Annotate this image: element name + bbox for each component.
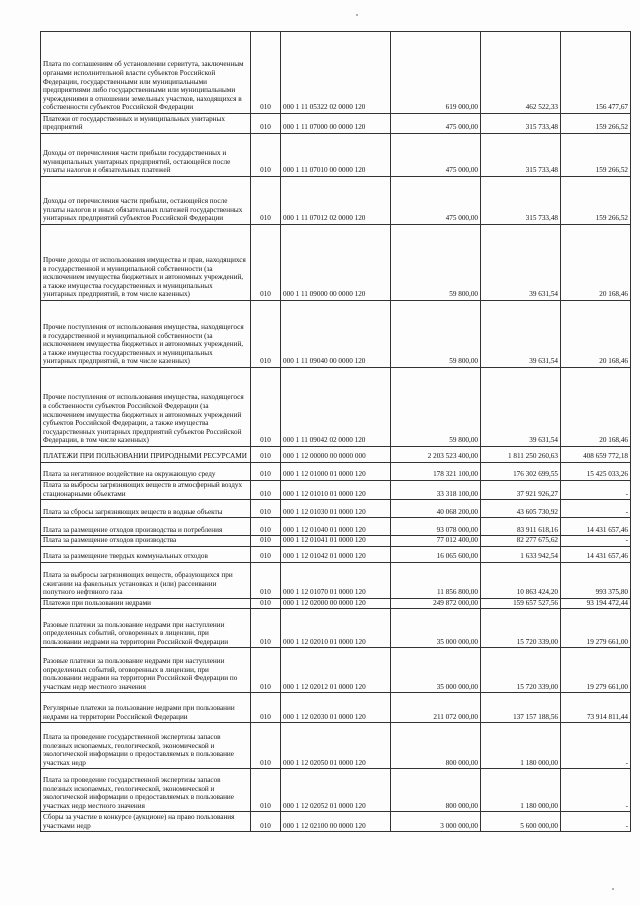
row-kbk: 000 1 12 01000 01 0000 120 [281,463,391,481]
row-code: 010 [251,546,281,562]
row-code: 010 [251,609,281,648]
row-executed: 15 720 339,00 [481,648,561,693]
row-remaining: - [561,481,631,500]
row-executed: 83 911 618,16 [481,518,561,536]
row-name: Прочие поступления от использования имущества, находящегося в государственной и муниципальной собственности (за исключением имущества бюджетных и автономных учреждений, а также имущества государственных и муниципальных унитарных предприятий, в том числе казенных) [41,301,251,368]
row-name: Плата за размещение твердых коммунальных отходов [41,546,251,562]
row-remaining: 159 266,52 [561,134,631,177]
row-name: Прочие поступления от использования имущества, находящегося в собственности субъектов Российской Федерации (за исключением имущества бюджетных и автономных учреждений субъектов Российской Федерации, а также имущества государственных унитарных предприятий субъектов Российской Федерации, в том числе казенных) [41,368,251,447]
row-remaining: - [561,812,631,832]
row-kbk: 000 1 12 01042 01 0000 120 [281,546,391,562]
budget-revenue-table [40,31,631,832]
row-approved: 2 203 523 400,00 [391,447,481,463]
row-code: 010 [251,518,281,536]
row-executed: 82 277 675,62 [481,536,561,547]
row-kbk: 000 1 12 02100 00 0000 120 [281,812,391,832]
row-remaining: 159 266,52 [561,114,631,134]
row-approved: 59 800,00 [391,301,481,368]
row-executed: 462 522,33 [481,32,561,114]
row-kbk: 000 1 12 02050 01 0000 120 [281,723,391,769]
row-kbk: 000 1 12 02012 01 0000 120 [281,648,391,693]
row-kbk: 000 1 12 01010 01 0000 120 [281,481,391,500]
row-approved: 800 000,00 [391,769,481,812]
row-remaining: 20 168,46 [561,301,631,368]
row-name: Плата за сбросы загрязняющих веществ в водные объекты [41,500,251,518]
row-code: 010 [251,812,281,832]
row-approved: 249 872 000,00 [391,598,481,609]
row-code: 010 [251,447,281,463]
row-executed: 39 631,54 [481,301,561,368]
row-kbk: 000 1 12 02052 01 0000 120 [281,769,391,812]
row-remaining: 93 194 472,44 [561,598,631,609]
row-remaining: - [561,723,631,769]
row-approved: 93 078 000,00 [391,518,481,536]
row-code: 010 [251,723,281,769]
row-approved: 475 000,00 [391,177,481,225]
row-name: Доходы от перечисления части прибыли государственных и муниципальных унитарных предприятий, остающейся после уплаты налогов и обязательных платежей [41,134,251,177]
row-kbk: 000 1 12 01070 01 0000 120 [281,562,391,598]
table-row [41,598,631,609]
row-kbk: 000 1 11 09000 00 0000 120 [281,225,391,301]
scan-speck [356,14,358,16]
row-kbk: 000 1 12 01041 01 0000 120 [281,536,391,547]
row-name: ПЛАТЕЖИ ПРИ ПОЛЬЗОВАНИИ ПРИРОДНЫМИ РЕСУРСАМИ [41,447,251,463]
table-row [41,134,631,177]
scan-speck [612,888,614,890]
row-executed: 315 733,48 [481,114,561,134]
row-name: Плата за проведение государственной экспертизы запасов полезных ископаемых, геологической, экономической и экологической информации о предоставляемых в пользование участках недр [41,723,251,769]
row-name: Плата за выбросы загрязняющих веществ, образующихся при сжигании на факельных установках и (или) рассеивании попутного нефтяного газа [41,562,251,598]
row-name: Плата за негативное воздействие на окружающую среду [41,463,251,481]
row-code: 010 [251,598,281,609]
row-executed: 39 631,54 [481,368,561,447]
row-approved: 40 068 200,00 [391,500,481,518]
row-kbk: 000 1 12 01030 01 0000 120 [281,500,391,518]
row-approved: 475 000,00 [391,114,481,134]
table-row [41,463,631,481]
row-name: Плата за размещение отходов производства [41,536,251,547]
row-name: Платежи от государственных и муниципальных унитарных предприятий [41,114,251,134]
row-approved: 11 856 800,00 [391,562,481,598]
row-remaining: 156 477,67 [561,32,631,114]
row-remaining: 20 168,46 [561,225,631,301]
row-remaining: 993 375,80 [561,562,631,598]
row-kbk: 000 1 11 05322 02 0000 120 [281,32,391,114]
row-executed: 1 180 000,00 [481,769,561,812]
table-row [41,769,631,812]
row-remaining: 408 659 772,18 [561,447,631,463]
table-body [41,32,631,832]
row-executed: 315 733,48 [481,134,561,177]
table-row [41,562,631,598]
row-kbk: 000 1 11 09042 02 0000 120 [281,368,391,447]
table-row [41,447,631,463]
row-kbk: 000 1 12 02030 01 0000 120 [281,693,391,723]
table-row [41,812,631,832]
row-executed: 37 921 926,27 [481,481,561,500]
row-executed: 10 863 424,20 [481,562,561,598]
row-code: 010 [251,648,281,693]
row-executed: 15 720 339,00 [481,609,561,648]
row-approved: 800 000,00 [391,723,481,769]
row-executed: 176 302 699,55 [481,463,561,481]
row-approved: 59 800,00 [391,225,481,301]
row-kbk: 000 1 11 07000 00 0000 120 [281,114,391,134]
row-executed: 43 605 730,92 [481,500,561,518]
row-remaining: 20 168,46 [561,368,631,447]
row-code: 010 [251,32,281,114]
row-executed: 315 733,48 [481,177,561,225]
row-name: Плата за проведение государственной экспертизы запасов полезных ископаемых, геологической, экономической и экологической информации о предоставляемых в пользование участках недр местного значения [41,769,251,812]
row-approved: 35 000 000,00 [391,609,481,648]
row-name: Платежи при пользовании недрами [41,598,251,609]
row-remaining: - [561,536,631,547]
table-row [41,609,631,648]
row-name: Доходы от перечисления части прибыли, остающейся после уплаты налогов и иных обязательных платежей государственных унитарных предприятий субъектов Российской Федерации [41,177,251,225]
row-code: 010 [251,562,281,598]
table-row [41,500,631,518]
table-row [41,177,631,225]
table-row [41,301,631,368]
row-kbk: 000 1 11 09040 00 0000 120 [281,301,391,368]
row-code: 010 [251,134,281,177]
table-row [41,32,631,114]
row-approved: 59 800,00 [391,368,481,447]
row-code: 010 [251,368,281,447]
row-code: 010 [251,301,281,368]
row-executed: 1 811 250 260,63 [481,447,561,463]
row-approved: 3 000 000,00 [391,812,481,832]
row-code: 010 [251,536,281,547]
row-code: 010 [251,177,281,225]
row-kbk: 000 1 12 02010 01 0000 120 [281,609,391,648]
table-row [41,546,631,562]
row-approved: 178 321 100,00 [391,463,481,481]
row-executed: 137 157 188,56 [481,693,561,723]
row-approved: 35 000 000,00 [391,648,481,693]
row-kbk: 000 1 12 02000 00 0000 120 [281,598,391,609]
row-executed: 1 180 000,00 [481,723,561,769]
row-approved: 475 000,00 [391,134,481,177]
table-row [41,481,631,500]
row-code: 010 [251,463,281,481]
table-row [41,114,631,134]
row-remaining: 14 431 657,46 [561,518,631,536]
row-remaining: 14 431 657,46 [561,546,631,562]
row-kbk: 000 1 12 01040 01 0000 120 [281,518,391,536]
table-row [41,693,631,723]
row-code: 010 [251,693,281,723]
row-code: 010 [251,114,281,134]
row-kbk: 000 1 11 07012 02 0000 120 [281,177,391,225]
table-row [41,518,631,536]
row-remaining: 159 266,52 [561,177,631,225]
row-kbk: 000 1 12 00000 00 0000 000 [281,447,391,463]
row-name: Плата за размещение отходов производства и потребления [41,518,251,536]
row-remaining: 15 425 033,26 [561,463,631,481]
row-remaining: 19 279 661,00 [561,609,631,648]
row-code: 010 [251,225,281,301]
table-row [41,536,631,547]
row-remaining: 73 914 811,44 [561,693,631,723]
row-code: 010 [251,500,281,518]
row-name: Разовые платежи за пользование недрами при наступлении определенных событий, оговоренных в лицензии, при пользовании недрами на территории Российской Федерации по участкам недр местного значения [41,648,251,693]
row-approved: 77 012 400,00 [391,536,481,547]
table-row [41,225,631,301]
row-executed: 159 657 527,56 [481,598,561,609]
row-name: Плата за выбросы загрязняющих веществ в атмосферный воздух стационарными объектами [41,481,251,500]
table-row [41,368,631,447]
row-remaining: - [561,500,631,518]
table-row [41,723,631,769]
row-approved: 33 318 100,00 [391,481,481,500]
row-name: Сборы за участие в конкурсе (аукционе) на право пользования участками недр [41,812,251,832]
table-row [41,648,631,693]
row-approved: 16 065 600,00 [391,546,481,562]
row-approved: 211 072 000,00 [391,693,481,723]
row-kbk: 000 1 11 07010 00 0000 120 [281,134,391,177]
row-name: Прочие доходы от использования имущества и прав, находящихся в государственной и муниципальной собственности (за исключением имущества бюджетных и автономных учреждений, а также имущества государственных и муниципальных унитарных предприятий, в том числе казенных) [41,225,251,301]
row-approved: 619 000,00 [391,32,481,114]
row-name: Разовые платежи за пользование недрами при наступлении определенных событий, оговоренных в лицензии, при пользовании недрами на территории Российской Федерации [41,609,251,648]
row-name: Плата по соглашениям об установлении сервитута, заключенным органами исполнительной власти субъектов Российской Федерации, государственными или муниципальными предприятиями либо государственными или муниципальными учреждениями в отношении земельных участков, находящихся в собственности субъектов Российской Федерации [41,32,251,114]
row-code: 010 [251,481,281,500]
row-code: 010 [251,769,281,812]
row-executed: 39 631,54 [481,225,561,301]
row-name: Регулярные платежи за пользование недрами при пользовании недрами на территории Российской Федерации [41,693,251,723]
row-remaining: 19 279 661,00 [561,648,631,693]
row-remaining: - [561,769,631,812]
row-executed: 1 633 942,54 [481,546,561,562]
row-executed: 5 600 000,00 [481,812,561,832]
